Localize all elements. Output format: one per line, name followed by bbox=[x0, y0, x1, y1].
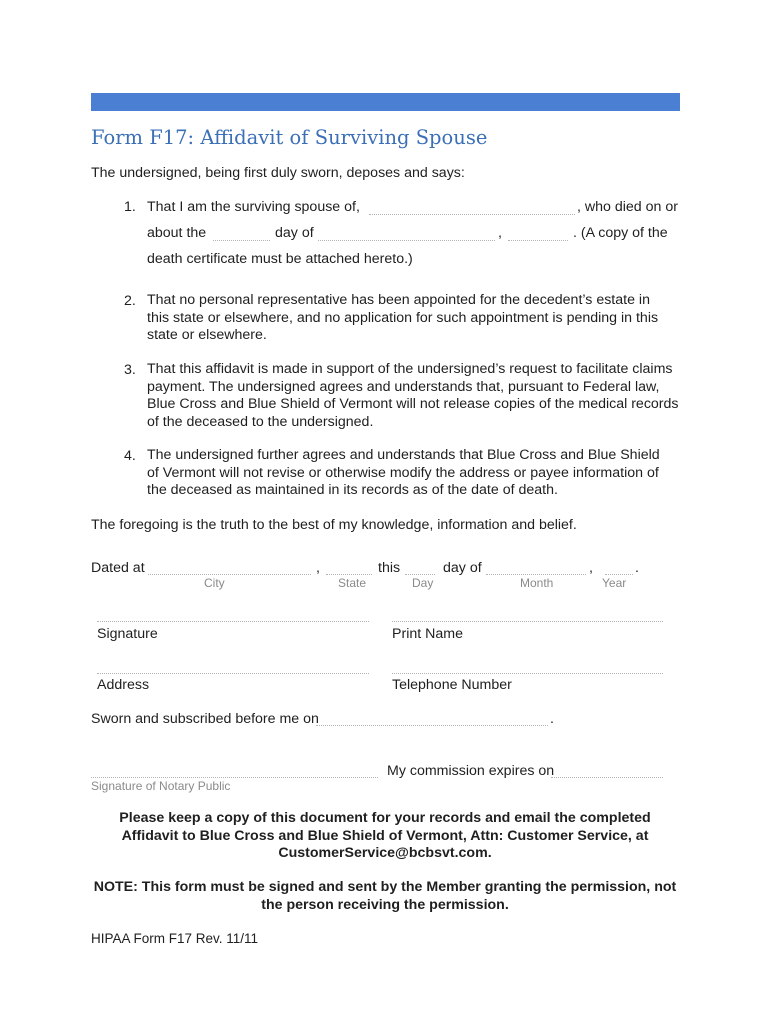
address-field[interactable] bbox=[97, 672, 369, 674]
spouse-name-field[interactable] bbox=[369, 213, 575, 215]
item1-text-d: day of bbox=[275, 225, 314, 241]
day-caption: Day bbox=[412, 576, 434, 590]
sworn-label: Sworn and subscribed before me on bbox=[91, 711, 319, 727]
state-field[interactable] bbox=[326, 573, 372, 575]
sign-year-field[interactable] bbox=[605, 573, 633, 575]
item1-text-e: , bbox=[498, 225, 502, 241]
header-bar bbox=[91, 93, 680, 111]
dated-period: . bbox=[635, 560, 639, 576]
state-caption: State bbox=[338, 576, 367, 590]
commission-label: My commission expires on bbox=[387, 763, 555, 779]
item4-text: The undersigned further agrees and understands that Blue Cross and Blue Shield of Vermont will not revise or otherwise modify the address or payee information of the deceased as maintained in its records as of the date of death. bbox=[147, 447, 660, 498]
city-caption: City bbox=[204, 576, 225, 590]
item3-number: 3. bbox=[124, 362, 136, 378]
this-label: this bbox=[378, 560, 401, 576]
sworn-period: . bbox=[550, 711, 554, 727]
item1-text-g: death certificate must be attached hereto.) bbox=[147, 251, 413, 267]
intro-text: The undersigned, being first duly sworn, deposes and says: bbox=[91, 165, 465, 181]
print-name-label: Print Name bbox=[392, 626, 463, 642]
foregoing-statement: The foregoing is the truth to the best of my knowledge, information and belief. bbox=[91, 517, 577, 533]
year-caption: Year bbox=[602, 576, 627, 590]
commission-date-field[interactable] bbox=[551, 776, 663, 778]
keep-copy-instructions: Please keep a copy of this document for your records and email the completed Affidavit to Blue Cross and Blue Shield of Vermont, Attn: Customer Service, at CustomerService@bcbsvt.com. bbox=[119, 810, 651, 861]
month-caption: Month bbox=[520, 576, 554, 590]
item1-number: 1. bbox=[124, 199, 136, 215]
city-field[interactable] bbox=[148, 573, 311, 575]
signature-field[interactable] bbox=[97, 620, 369, 622]
telephone-label: Telephone Number bbox=[392, 677, 512, 693]
death-month-field[interactable] bbox=[318, 239, 495, 241]
item3-text: That this affidavit is made in support of the undersigned’s request to facilitate claims payment. The undersigned agrees and understands that, pursuant to Federal law, Blue Cross and Blue Shield of Vermont will not release copies of the medical records of the deceased to the undersigned. bbox=[147, 361, 679, 430]
item1-text-b: , who died on or bbox=[577, 199, 678, 215]
notary-caption: Signature of Notary Public bbox=[91, 779, 231, 793]
dated-at-label: Dated at bbox=[91, 560, 145, 576]
sign-month-field[interactable] bbox=[486, 573, 586, 575]
item2-number: 2. bbox=[124, 293, 136, 309]
item1-text-a: That I am the surviving spouse of, bbox=[147, 199, 360, 215]
death-day-field[interactable] bbox=[213, 239, 270, 241]
print-name-field[interactable] bbox=[392, 620, 663, 622]
form-title: Form F17: Affidavit of Surviving Spouse bbox=[91, 126, 488, 149]
item1-text-c: about the bbox=[147, 225, 207, 241]
sign-day-field[interactable] bbox=[405, 573, 435, 575]
form-footer: HIPAA Form F17 Rev. 11/11 bbox=[91, 931, 259, 946]
sworn-date-field[interactable] bbox=[316, 724, 548, 726]
dated-comma2: , bbox=[589, 560, 593, 576]
item4-number: 4. bbox=[124, 448, 136, 464]
day-of-label: day of bbox=[443, 560, 482, 576]
dated-comma1: , bbox=[316, 560, 320, 576]
telephone-field[interactable] bbox=[392, 672, 663, 674]
signing-note: NOTE: This form must be signed and sent by the Member granting the permission, not the person receiving the permission. bbox=[93, 879, 677, 913]
item2-text: That no personal representative has been appointed for the decedent’s estate in this state or elsewhere, and no application for such appointment is pending in this state or elsewhere. bbox=[147, 292, 659, 343]
signature-label: Signature bbox=[97, 626, 158, 642]
address-label: Address bbox=[97, 677, 150, 693]
item1-text-f: . (A copy of the bbox=[573, 225, 668, 241]
notary-signature-field[interactable] bbox=[91, 776, 378, 778]
death-year-field[interactable] bbox=[508, 239, 568, 241]
